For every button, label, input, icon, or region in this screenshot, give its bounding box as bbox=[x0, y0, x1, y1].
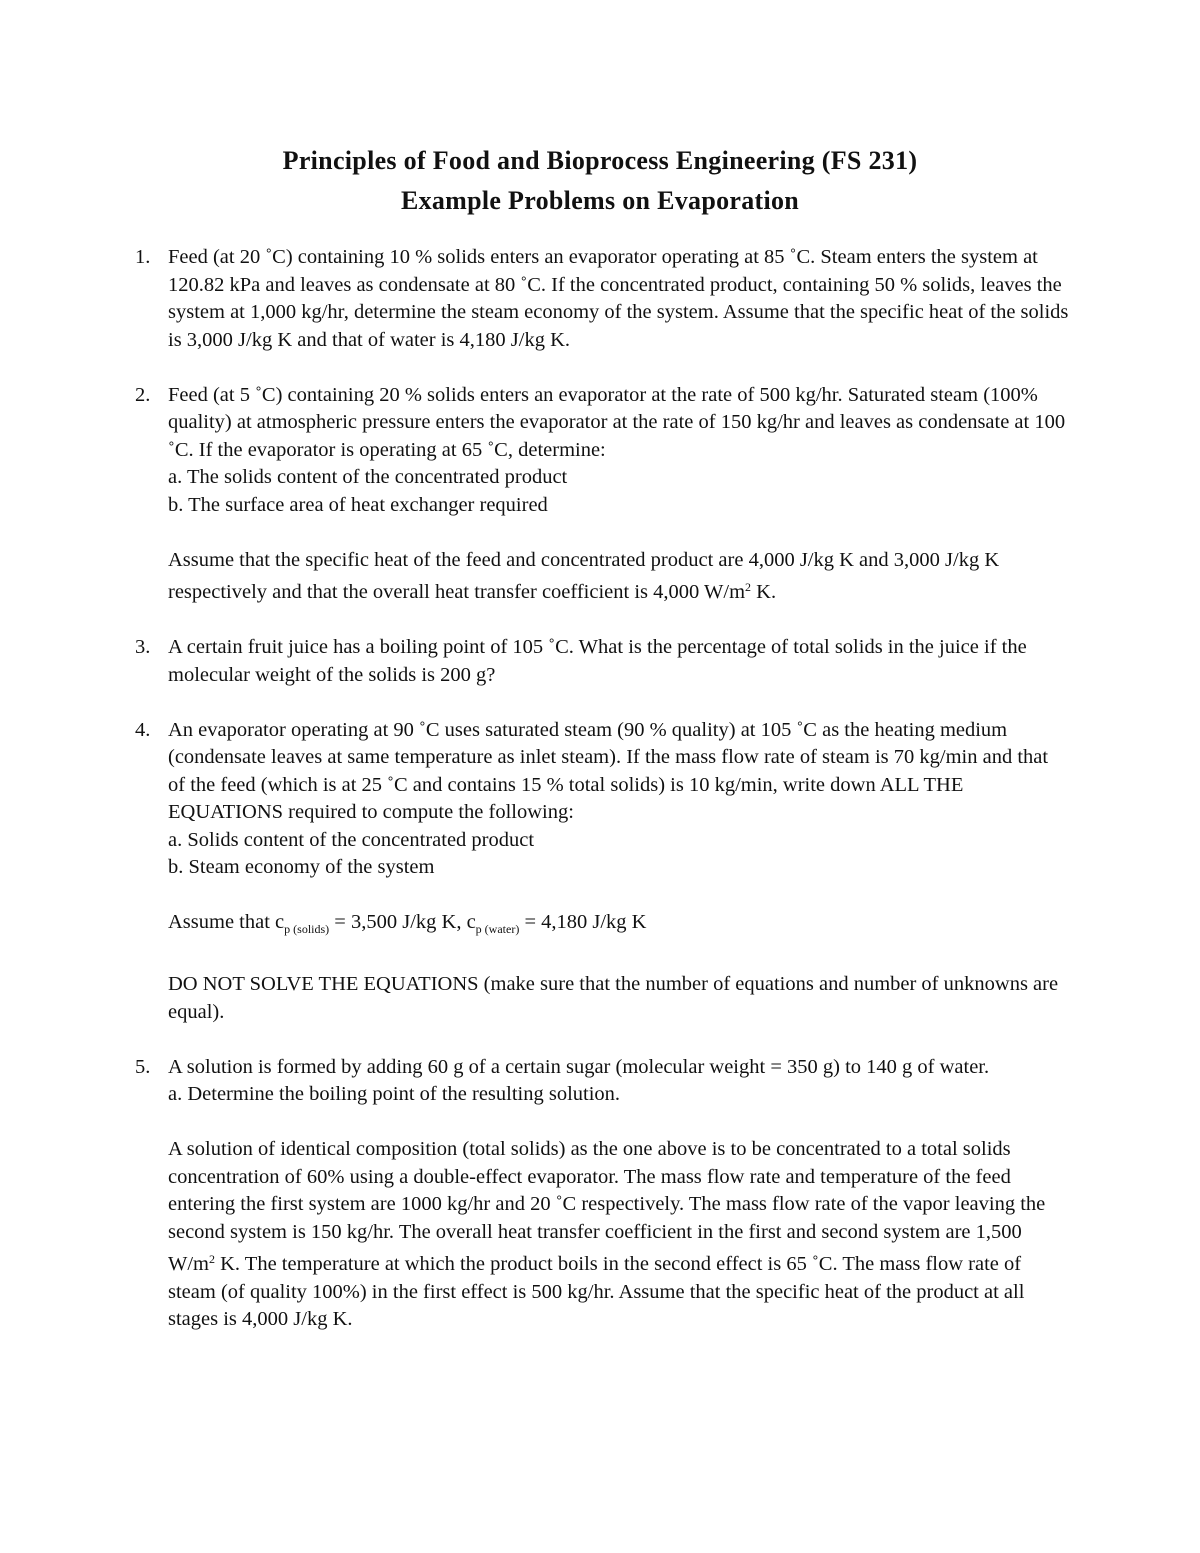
problem-list bbox=[135, 244, 1070, 1361]
problem-2 bbox=[135, 382, 1070, 607]
assumption-text: = 4,180 J/kg K bbox=[519, 911, 647, 933]
assumption-text-end: K. bbox=[751, 581, 777, 603]
paragraph-text: A solution of identical composition (total solids) as the one above is to be concentrated to a total solids concentration of 60% using a double-effect evaporator. The mass flow rate and temperature of the feed entering the first system are 1000 kg/hr and 20 ˚C respectively. The mass flow rate of the vapor leaving the second system is 150 kg/hr. The overall heat transfer coefficient in the first and second system are 1,500 W/m bbox=[168, 1138, 1046, 1275]
problem-part-b: b. Steam economy of the system bbox=[168, 856, 435, 878]
superscript: 2 bbox=[745, 580, 752, 594]
paragraph-text-end: K. The temperature at which the product boils in the second effect is 65 ˚C. The mass flow rate of steam (of quality 100%) in the first effect is 500 kg/hr. Assume that the specific heat of the product at all stages is 4,000 J/kg K. bbox=[168, 1253, 1025, 1330]
problem-1 bbox=[135, 244, 1070, 354]
problem-3 bbox=[135, 634, 1070, 689]
problem-paragraph bbox=[168, 1136, 1070, 1334]
subscript: p (water) bbox=[475, 922, 520, 936]
problem-text: Feed (at 20 ˚C) containing 10 % solids enters an evaporator operating at 85 ˚C. Steam enters the system at 120.82 kPa and leaves as condensate at 80 ˚C. If the concentrated product, containing 50 % solids, leaves the system at 1,000 kg/hr, determine the steam economy of the system. Assume that the specific heat of the solids is 3,000 J/kg K and that of water is 4,180 J/kg K. bbox=[168, 246, 1069, 351]
problem-part-a: a. The solids content of the concentrated product bbox=[168, 466, 568, 488]
problem-5 bbox=[135, 1054, 1070, 1334]
problem-number: 1. bbox=[135, 246, 151, 268]
problem-part-b: b. The surface area of heat exchanger required bbox=[168, 493, 548, 516]
problem-text: An evaporator operating at 90 ˚C uses saturated steam (90 % quality) at 105 ˚C as the heating medium (condensate leaves at same temperature as inlet steam). If the mass flow rate of steam is 70 kg/min and that of the feed (which is at 25 ˚C and contains 15 % total solids) is 10 kg/min, write down ALL THE EQUATIONS required to compute the following: bbox=[168, 718, 1049, 823]
problem-assumption bbox=[168, 909, 1070, 944]
document-title: Principles of Food and Bioprocess Engineering (FS 231) bbox=[282, 146, 918, 175]
problem-assumption bbox=[168, 547, 1070, 607]
problem-4 bbox=[135, 717, 1070, 1027]
document-subtitle: Example Problems on Evaporation bbox=[400, 186, 800, 215]
problem-part-a: a. Solids content of the concentrated product bbox=[168, 828, 535, 851]
assumption-text: = 3,500 J/kg K, c bbox=[329, 911, 476, 933]
problem-number: 2. bbox=[135, 383, 151, 406]
problem-number: 4. bbox=[135, 718, 151, 741]
problem-number: 5. bbox=[135, 1055, 151, 1078]
problem-text: A solution is formed by adding 60 g of a certain sugar (molecular weight = 350 g) to 140 g of water. bbox=[168, 1055, 990, 1078]
problem-note: DO NOT SOLVE THE EQUATIONS (make sure that the number of equations and number of unknowns are equal). bbox=[168, 973, 1059, 1023]
assumption-text: Assume that c bbox=[168, 911, 285, 933]
problem-text: Feed (at 5 ˚C) containing 20 % solids enters an evaporator at the rate of 500 kg/hr. Saturated steam (100% quality) at atmospheric pressure enters the evaporator at the rate of 150 kg/hr and leaves as condensate at 100 ˚C. If the evaporator is operating at 65 ˚C, determine: bbox=[168, 383, 1066, 461]
superscript: 2 bbox=[209, 1252, 215, 1266]
assumption-text: Assume that the specific heat of the feed and concentrated product are 4,000 J/kg K and 3,000 J/kg K respectively and that the overall heat transfer coefficient is 4,000 W/m bbox=[168, 548, 1000, 603]
problem-text: A certain fruit juice has a boiling point of 105 ˚C. What is the percentage of total solids in the juice if the molecular weight of the solids is 200 g? bbox=[168, 636, 1027, 686]
problem-number: 3. bbox=[135, 636, 151, 658]
subscript: p (solids) bbox=[284, 922, 330, 936]
problem-part-a: a. Determine the boiling point of the resulting solution. bbox=[168, 1083, 621, 1105]
